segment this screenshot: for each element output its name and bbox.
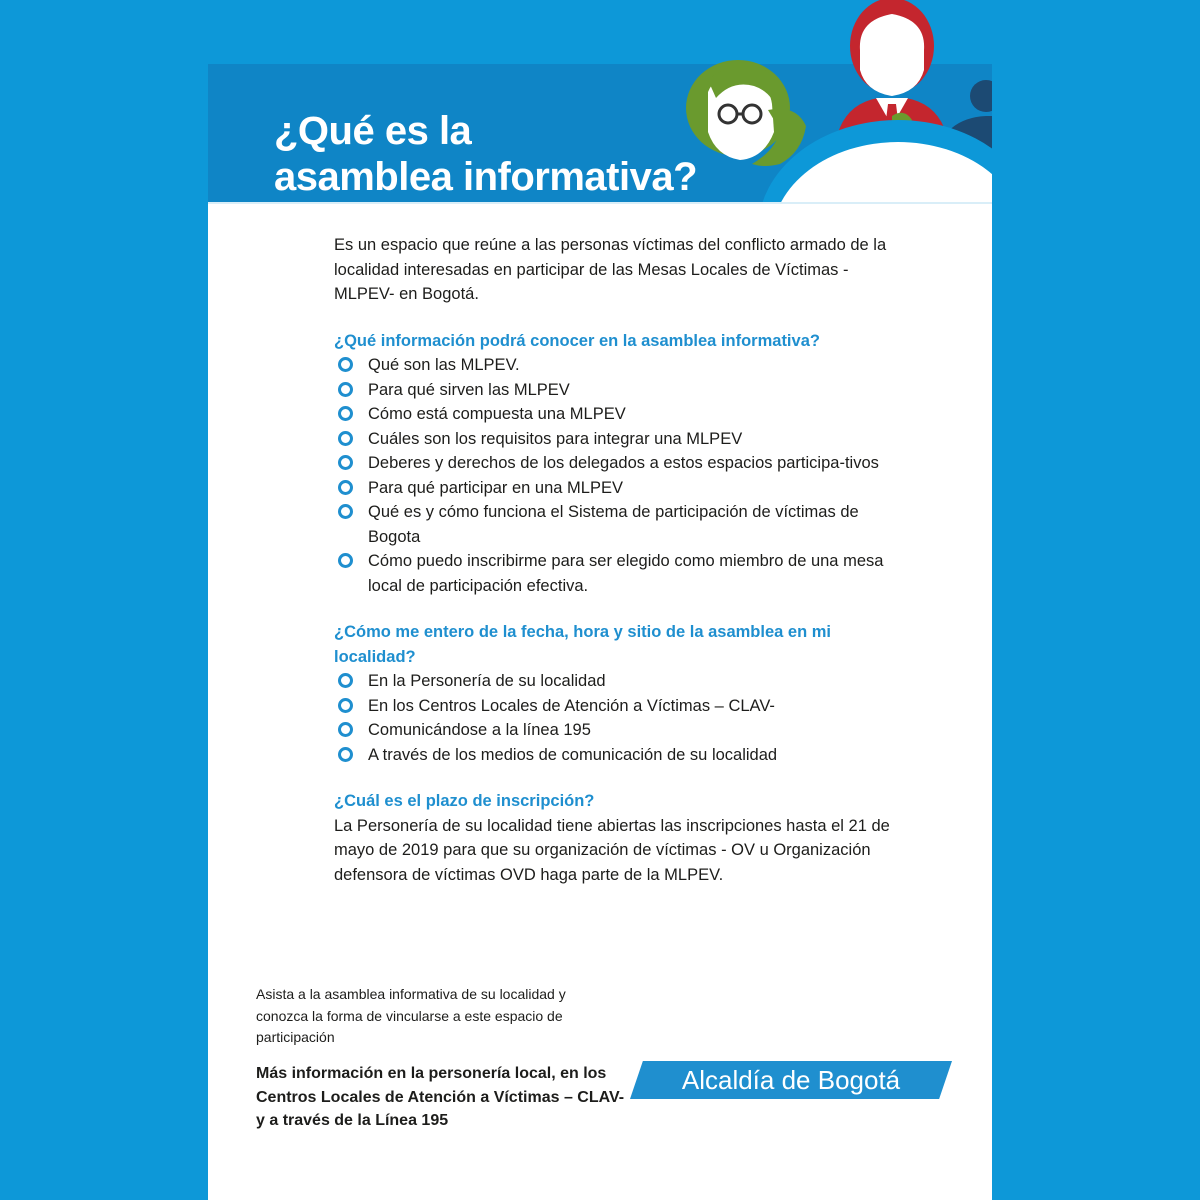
alcaldia-logo	[630, 1061, 952, 1099]
list-item: Deberes y derechos de los delegados a estos espacios participa-tivos	[334, 451, 904, 476]
list-item: Cómo está compuesta una MLPEV	[334, 402, 904, 427]
circle-bullet-icon	[338, 698, 353, 713]
intro-text: Es un espacio que reúne a las personas víctimas del conflicto armado de la localidad interesadas en participar de las Mesas Locales de Víctimas -MLPEV- en Bogotá.	[334, 236, 887, 303]
footer-more-info: Más información en la personería local, en los Centros Locales de Atención a Víctimas – CLAV- y a través de la Línea 195	[256, 1065, 625, 1129]
list-item: A través de los medios de comunicación de su localidad	[334, 743, 904, 768]
list-item: Comunicándose a la línea 195	[334, 718, 904, 743]
section3-question: ¿Cuál es el plazo de inscripción?	[334, 792, 595, 810]
main-content	[334, 233, 904, 887]
section3	[334, 789, 904, 887]
section3-text: La Personería de su localidad tiene abiertas las inscripciones hasta el 21 de mayo de 2019 para que su organización de víctimas - OV u Organización defensora de víctimas OVD haga parte de la MLPEV.	[334, 816, 890, 884]
list-item: Cómo puedo inscribirme para ser elegido como miembro de una mesa local de participación efectiva.	[334, 549, 904, 598]
list-item: En la Personería de su localidad	[334, 669, 904, 694]
title-line-2: asamblea informativa?	[274, 155, 697, 199]
page-title	[274, 108, 697, 200]
circle-bullet-icon	[338, 357, 353, 372]
list-item: Cuáles son los requisitos para integrar una MLPEV	[334, 427, 904, 452]
header-divider	[208, 202, 992, 204]
section2-list	[334, 669, 904, 767]
list-item: Para qué participar en una MLPEV	[334, 476, 904, 501]
circle-bullet-icon	[338, 673, 353, 688]
header-banner	[208, 0, 992, 204]
section2	[334, 620, 904, 767]
list-item: Qué son las MLPEV.	[334, 353, 904, 378]
people-illustration-icon	[668, 0, 992, 204]
circle-bullet-icon	[338, 747, 353, 762]
list-item: Para qué sirven las MLPEV	[334, 378, 904, 403]
circle-bullet-icon	[338, 722, 353, 737]
footer-note: Asista a la asamblea informativa de su localidad y conozca la forma de vincularse a este espacio de participación	[256, 986, 566, 1045]
section2-question: ¿Cómo me entero de la fecha, hora y sitio de la asamblea en mi localidad?	[334, 623, 831, 666]
circle-bullet-icon	[338, 553, 353, 568]
list-item: Qué es y cómo funciona el Sistema de participación de víctimas de Bogota	[334, 500, 904, 549]
circle-bullet-icon	[338, 480, 353, 495]
circle-bullet-icon	[338, 382, 353, 397]
circle-bullet-icon	[338, 504, 353, 519]
circle-bullet-icon	[338, 406, 353, 421]
section1-list	[334, 353, 904, 598]
section1-question: ¿Qué información podrá conocer en la asamblea informativa?	[334, 331, 820, 350]
circle-bullet-icon	[338, 431, 353, 446]
list-item: En los Centros Locales de Atención a Víctimas – CLAV-	[334, 694, 904, 719]
circle-bullet-icon	[338, 455, 353, 470]
poster-page	[208, 0, 992, 1200]
logo-text: Alcaldía de Bogotá	[681, 1065, 901, 1095]
title-line-1: ¿Qué es la	[274, 109, 472, 153]
